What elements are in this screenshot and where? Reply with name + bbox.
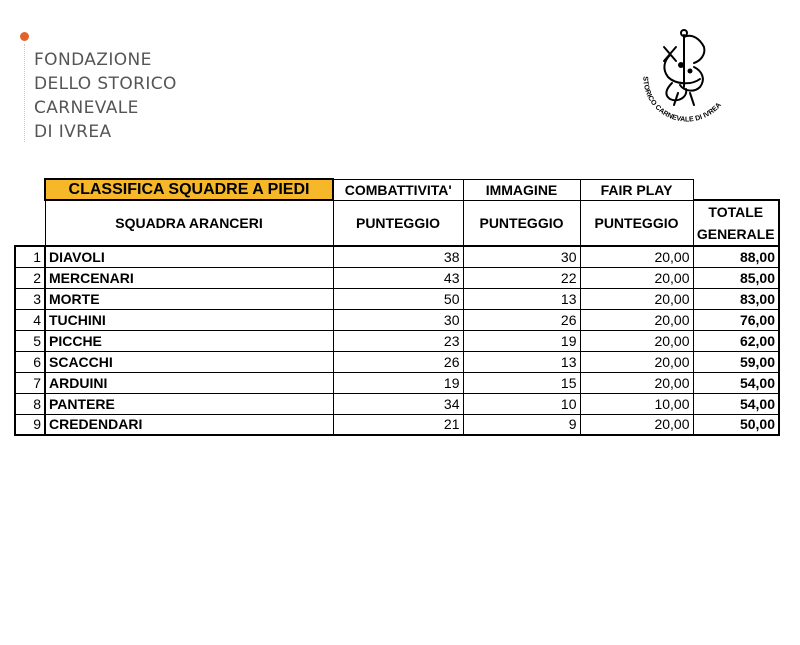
rank-cell: 9 bbox=[15, 414, 45, 435]
fair-play-cell: 20,00 bbox=[580, 288, 693, 309]
combattivita-cell: 19 bbox=[333, 372, 463, 393]
carnival-emblem-drawing bbox=[634, 25, 738, 125]
fair-play-cell: 20,00 bbox=[580, 351, 693, 372]
combattivita-cell: 26 bbox=[333, 351, 463, 372]
total-cell: 76,00 bbox=[693, 309, 779, 330]
immagine-cell: 10 bbox=[463, 393, 580, 414]
team-cell: PANTERE bbox=[45, 393, 333, 414]
table-row bbox=[15, 288, 779, 309]
combattivita-cell: 43 bbox=[333, 267, 463, 288]
table-row bbox=[15, 414, 779, 435]
total-cell: 50,00 bbox=[693, 414, 779, 435]
team-cell: MERCENARI bbox=[45, 267, 333, 288]
total-cell: 83,00 bbox=[693, 288, 779, 309]
combattivita-cell: 23 bbox=[333, 330, 463, 351]
column-header-row bbox=[15, 200, 779, 246]
total-cell: 59,00 bbox=[693, 351, 779, 372]
rank-cell: 3 bbox=[15, 288, 45, 309]
org-line-2: DELLO STORICO bbox=[34, 74, 177, 94]
score-header-fair-play: PUNTEGGIO bbox=[580, 200, 693, 246]
rank-cell: 7 bbox=[15, 372, 45, 393]
table-row bbox=[15, 372, 779, 393]
ranking-rows bbox=[15, 246, 779, 435]
rank-cell: 5 bbox=[15, 330, 45, 351]
total-cell: 62,00 bbox=[693, 330, 779, 351]
fair-play-cell: 20,00 bbox=[580, 309, 693, 330]
immagine-cell: 19 bbox=[463, 330, 580, 351]
fair-play-cell: 20,00 bbox=[580, 246, 693, 267]
total-cell: 54,00 bbox=[693, 372, 779, 393]
team-column-header: SQUADRA ARANCERI bbox=[45, 200, 333, 246]
org-line-1: FONDAZIONE bbox=[34, 50, 152, 70]
team-cell: DIAVOLI bbox=[45, 246, 333, 267]
combattivita-cell: 34 bbox=[333, 393, 463, 414]
total-cell: 54,00 bbox=[693, 393, 779, 414]
immagine-cell: 26 bbox=[463, 309, 580, 330]
score-header-immagine: PUNTEGGIO bbox=[463, 200, 580, 246]
combattivita-cell: 38 bbox=[333, 246, 463, 267]
carnival-emblem-icon bbox=[634, 25, 738, 125]
combattivita-cell: 21 bbox=[333, 414, 463, 435]
table-row bbox=[15, 330, 779, 351]
ranking-table bbox=[14, 178, 780, 436]
fair-play-cell: 20,00 bbox=[580, 372, 693, 393]
immagine-cell: 15 bbox=[463, 372, 580, 393]
immagine-cell: 9 bbox=[463, 414, 580, 435]
logo-text: STORICO CARNEVALE DI IVREA bbox=[641, 76, 723, 124]
table-row bbox=[15, 309, 779, 330]
organization-name bbox=[34, 48, 177, 144]
rank-cell: 8 bbox=[15, 393, 45, 414]
table-row bbox=[15, 393, 779, 414]
total-header-line-1: TOTALE bbox=[708, 204, 764, 220]
team-cell: MORTE bbox=[45, 288, 333, 309]
table-title: CLASSIFICA SQUADRE A PIEDI bbox=[45, 179, 333, 200]
total-cell: 88,00 bbox=[693, 246, 779, 267]
rank-cell: 4 bbox=[15, 309, 45, 330]
immagine-cell: 13 bbox=[463, 351, 580, 372]
fair-play-cell: 20,00 bbox=[580, 330, 693, 351]
org-line-3: CARNEVALE bbox=[34, 98, 139, 118]
team-cell: SCACCHI bbox=[45, 351, 333, 372]
org-line-4: DI IVREA bbox=[34, 122, 112, 142]
total-cell: 85,00 bbox=[693, 267, 779, 288]
rank-cell: 2 bbox=[15, 267, 45, 288]
category-header-row bbox=[15, 179, 779, 200]
table-row bbox=[15, 351, 779, 372]
orange-dot-icon bbox=[20, 32, 29, 41]
table-row bbox=[15, 267, 779, 288]
combattivita-cell: 30 bbox=[333, 309, 463, 330]
category-fair-play: FAIR PLAY bbox=[580, 179, 693, 200]
dotted-divider bbox=[24, 44, 25, 142]
fair-play-cell: 10,00 bbox=[580, 393, 693, 414]
fair-play-cell: 20,00 bbox=[580, 267, 693, 288]
total-column-header bbox=[693, 200, 779, 246]
team-cell: PICCHE bbox=[45, 330, 333, 351]
combattivita-cell: 50 bbox=[333, 288, 463, 309]
team-cell: TUCHINI bbox=[45, 309, 333, 330]
category-immagine: IMMAGINE bbox=[463, 179, 580, 200]
team-cell: CREDENDARI bbox=[45, 414, 333, 435]
immagine-cell: 30 bbox=[463, 246, 580, 267]
fair-play-cell: 20,00 bbox=[580, 414, 693, 435]
immagine-cell: 22 bbox=[463, 267, 580, 288]
total-header-line-2: GENERALE bbox=[696, 226, 775, 242]
table-row bbox=[15, 246, 779, 267]
immagine-cell: 13 bbox=[463, 288, 580, 309]
score-header-combattivita: PUNTEGGIO bbox=[333, 200, 463, 246]
team-cell: ARDUINI bbox=[45, 372, 333, 393]
rank-cell: 6 bbox=[15, 351, 45, 372]
rank-cell: 1 bbox=[15, 246, 45, 267]
category-combattivita: COMBATTIVITA' bbox=[333, 179, 463, 200]
